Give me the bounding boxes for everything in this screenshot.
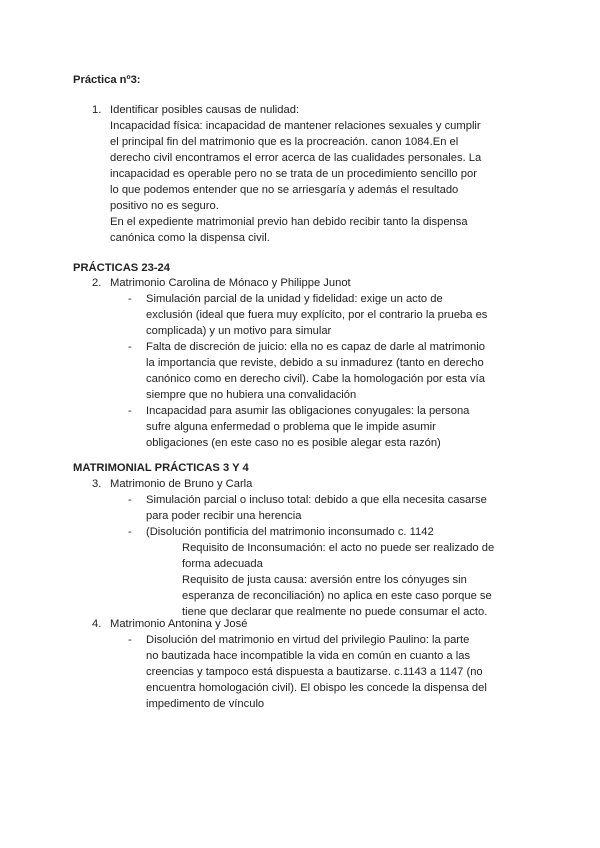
item-3-bullet-2 xyxy=(146,524,434,540)
item-1-number: 1. xyxy=(92,104,102,116)
item-1-line: el principal fin del matrimonio que es la procreación. canon 1084.En el xyxy=(110,136,459,148)
item-4-bullet-1 xyxy=(146,632,487,712)
sub-line: tiene que declarar que realmente no puede consumar el acto. xyxy=(182,606,488,618)
bullet-line: Incapacidad para asumir las obligaciones conyugales: la persona xyxy=(146,405,470,417)
bullet-line: (Disolución pontificia del matrimonio inconsumado c. 1142 xyxy=(146,526,434,538)
bullet-line: impedimento de vínculo xyxy=(146,698,265,710)
bullet-line: obligaciones (en este caso no es posible alegar esta razón) xyxy=(146,437,441,449)
bullet-dash: - xyxy=(128,526,132,538)
item-2-number: 2. xyxy=(92,277,102,289)
item-1-line: Identificar posibles causas de nulidad: xyxy=(110,104,300,116)
item-3-sub-block xyxy=(182,540,494,620)
bullet-line: Simulación parcial de la unidad y fidelidad: exige un acto de xyxy=(146,293,443,305)
bullet-line: complicada) y un motivo para simular xyxy=(146,325,332,337)
sub-line: esperanza de reconciliación) no aplica en este caso porque se xyxy=(182,590,492,602)
bullet-dash: - xyxy=(128,341,132,353)
item-1-line: incapacidad es operable pero no se trata de un procedimiento sencillo por xyxy=(110,168,477,180)
bullet-line: sufre alguna enfermedad o problema que le impide asumir xyxy=(146,421,436,433)
item-1-text xyxy=(110,102,481,246)
sub-line: Requisito de justa causa: aversión entre los cónyuges sin xyxy=(182,574,467,586)
bullet-dash: - xyxy=(128,634,132,646)
item-2-bullet-2 xyxy=(146,339,485,403)
item-2-bullet-3 xyxy=(146,403,469,451)
heading-practica-3: Práctica nº3: xyxy=(73,74,141,86)
bullet-line: siempre que no hubiera una convalidación xyxy=(146,389,357,401)
item-1-line: lo que podemos entender que no se arriesgaría y además el resultado xyxy=(110,184,459,196)
sub-line: Requisito de Inconsumación: el acto no puede ser realizado de xyxy=(182,542,495,554)
item-2-bullet-1 xyxy=(146,291,487,339)
bullet-line: para poder recibir una herencia xyxy=(146,510,302,522)
bullet-line: canónico como en derecho civil). Cabe la homologación por esta vía xyxy=(146,373,485,385)
bullet-line: la importancia que reviste, debido a su inmadurez (tanto en derecho xyxy=(146,357,484,369)
heading-matrimonial-practicas: MATRIMONIAL PRÁCTICAS 3 Y 4 xyxy=(73,462,249,474)
bullet-dash: - xyxy=(128,494,132,506)
item-3-title: Matrimonio de Bruno y Carla xyxy=(110,478,253,490)
bullet-line: encuentra homologación civil). El obispo les concede la dispensa del xyxy=(146,682,487,694)
bullet-line: Falta de discreción de juicio: ella no es capaz de darle al matrimonio xyxy=(146,341,485,353)
bullet-line: Disolución del matrimonio en virtud del privilegio Paulino: la parte xyxy=(146,634,470,646)
bullet-line: no bautizada hace incompatible la vida en común en cuanto a las xyxy=(146,650,471,662)
item-3-number: 3. xyxy=(92,478,102,490)
item-3-bullet-1 xyxy=(146,492,487,524)
bullet-line: exclusión (ideal que fuera muy explícito, por el contrario la prueba es xyxy=(146,309,488,321)
sub-line: forma adecuada xyxy=(182,558,263,570)
item-1-line: Incapacidad física: incapacidad de mantener relaciones sexuales y cumplir xyxy=(110,120,481,132)
bullet-dash: - xyxy=(128,405,132,417)
bullet-line: creencias y tampoco está dispuesta a bautizarse. c.1143 a 1147 (no xyxy=(146,666,483,678)
item-4-title: Matrimonio Antonina y José xyxy=(110,618,248,630)
item-1-line: derecho civil encontramos el error acerca de las cualidades personales. La xyxy=(110,152,482,164)
item-2-title: Matrimonio Carolina de Mónaco y Philippe Junot xyxy=(110,277,351,289)
item-1-line: positivo no es seguro. xyxy=(110,200,219,212)
item-1-line: canónica como la dispensa civil. xyxy=(110,232,270,244)
bullet-line: Simulación parcial o incluso total: debido a que ella necesita casarse xyxy=(146,494,487,506)
item-4-number: 4. xyxy=(92,618,102,630)
bullet-dash: - xyxy=(128,293,132,305)
heading-practicas-23-24: PRÁCTICAS 23-24 xyxy=(73,262,170,274)
item-1-line: En el expediente matrimonial previo han debido recibir tanto la dispensa xyxy=(110,216,468,228)
